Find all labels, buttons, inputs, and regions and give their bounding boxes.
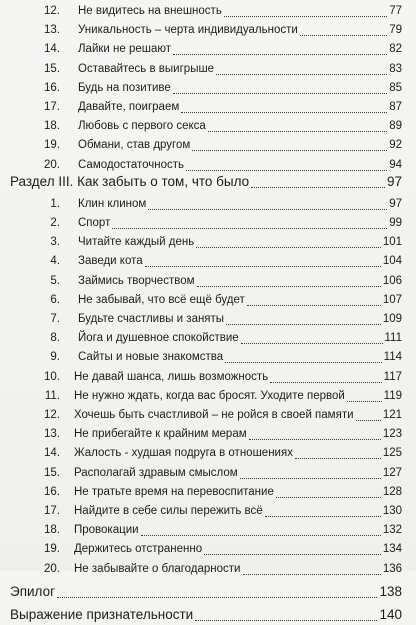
toc-entry (0, 540, 416, 558)
toc-entry-number: 5. (50, 274, 60, 287)
toc-entry (0, 60, 416, 78)
toc-page-number: 99 (389, 217, 402, 229)
toc-entry-title: Читайте каждый день (78, 236, 195, 249)
toc-page-number: 97 (386, 173, 402, 189)
toc-entry (0, 521, 416, 539)
toc-leader-dots (356, 419, 381, 421)
toc-entry-title: Располагай здравым смыслом (74, 466, 238, 479)
toc-entry (0, 136, 416, 154)
toc-entry-number: 1. (50, 197, 60, 210)
toc-entry-number: 10. (44, 370, 60, 383)
toc-entry (0, 174, 416, 192)
toc-entry-title: Заведи кота (78, 255, 143, 268)
toc-entry-title: Давайте, поиграем (78, 101, 180, 113)
toc-entry (0, 464, 416, 482)
toc-entry (0, 387, 416, 405)
toc-entry (0, 425, 416, 443)
toc-leader-dots (247, 304, 381, 306)
toc-entry-number: 18. (44, 524, 60, 537)
toc-entry-title: Сайты и новые знакомства (78, 351, 224, 364)
toc-page-number: 106 (382, 274, 402, 287)
toc-entry-title: Провокации (74, 524, 139, 537)
toc-leader-dots (249, 438, 381, 440)
toc-entry-title: Не забывай, что всё ещё будет (78, 293, 245, 306)
toc-entry (0, 98, 416, 116)
toc-leader-dots (240, 477, 381, 479)
toc-entry-number: 2. (50, 217, 60, 229)
toc-entry-title: Оставайтесь в выигрыше (78, 62, 215, 75)
toc-page-number: 123 (382, 428, 402, 441)
toc-leader-dots (251, 186, 385, 188)
toc-page-number: 82 (389, 43, 402, 56)
toc-entry (0, 2, 416, 20)
toc-entry-title: Раздел III. Как забыть о том, что было (10, 173, 250, 189)
toc-entry-number: 20. (44, 158, 60, 171)
toc-entry-title: Спорт (78, 217, 111, 229)
toc-entry (0, 21, 416, 39)
toc-page-number: 119 (383, 389, 402, 402)
toc-leader-dots (347, 400, 382, 402)
toc-entry-title: Жалость - худшая подруга в отношениях (74, 447, 293, 460)
toc-entry (0, 40, 416, 58)
toc-entry (0, 233, 416, 251)
toc-page-number: 132 (382, 524, 402, 537)
toc-page-number: 83 (389, 62, 402, 75)
toc-leader-dots (265, 515, 381, 517)
toc-page-number: 125 (382, 447, 402, 460)
toc-entry-title: Клин клином (78, 197, 147, 210)
toc-leader-dots (276, 496, 381, 498)
toc-entry (0, 584, 416, 602)
toc-leader-dots (243, 573, 381, 575)
toc-entry-number: 9. (50, 351, 60, 364)
toc-entry-title: Не видитесь на внешность (78, 5, 222, 17)
toc-entry-title: Не давай шанса, лишь возможность (74, 370, 269, 383)
toc-entry-title: Найдите в себе силы пережить всё (74, 505, 263, 517)
toc-leader-dots (300, 34, 387, 36)
toc-page-number: 107 (382, 293, 402, 306)
toc-entry (0, 195, 416, 213)
toc-leader-dots (148, 208, 387, 210)
toc-leader-dots (197, 285, 381, 287)
toc-leader-dots (112, 227, 387, 229)
toc-leader-dots (204, 553, 381, 555)
toc-entry-title: Будь на позитиве (78, 81, 171, 94)
toc-entry-number: 19. (44, 543, 60, 556)
toc-entry-number: 13. (44, 428, 60, 441)
toc-page-number: 101 (382, 236, 402, 249)
toc-entry-title: Не нужно ждать, когда вас бросят. Уходите первой (74, 389, 345, 402)
toc-entry-number: 19. (44, 139, 60, 152)
toc-page-number: 117 (383, 370, 402, 383)
toc-leader-dots (57, 596, 377, 598)
toc-leader-dots (173, 92, 387, 94)
toc-leader-dots (141, 534, 381, 536)
toc-entry-title: Самодостаточность (78, 158, 185, 171)
toc-page-number: 87 (389, 101, 402, 113)
toc-page-number: 121 (382, 409, 402, 421)
toc-leader-dots (295, 457, 381, 459)
toc-page-number: 114 (383, 351, 402, 364)
toc-entry-number: 20. (44, 562, 60, 575)
toc-page-number: 127 (382, 466, 402, 479)
toc-entry-title: Обмани, став другом (78, 139, 191, 152)
toc-leader-dots (145, 265, 381, 267)
toc-entry-number: 16. (44, 485, 60, 498)
toc-entry (0, 560, 416, 578)
toc-entry-title: Уникальность – черта индивидуальности (78, 24, 298, 37)
toc-leader-dots (186, 169, 387, 171)
toc-entry-number: 17. (44, 505, 60, 517)
toc-entry-title: Не забывайте о благодарности (74, 562, 241, 575)
toc-entry-number: 15. (44, 62, 60, 75)
toc-entry (0, 214, 416, 232)
toc-leader-dots (173, 53, 387, 55)
toc-entry (0, 272, 416, 290)
toc-leader-dots (225, 361, 382, 363)
toc-entry (0, 252, 416, 270)
toc-entry-number: 14. (44, 447, 60, 460)
toc-entry (0, 291, 416, 309)
toc-entry (0, 117, 416, 135)
toc-entry-number: 17. (44, 101, 60, 113)
toc-page-number: 111 (384, 332, 402, 345)
toc-entry-number: 7. (50, 313, 60, 325)
toc-page-number: 140 (379, 606, 402, 622)
toc-page-number: 136 (382, 562, 402, 575)
toc-leader-dots (181, 111, 387, 113)
toc-page-number: 89 (389, 120, 402, 133)
toc-entry (0, 444, 416, 462)
toc-entry-title: Выражение признательности (10, 606, 194, 622)
toc-entry (0, 348, 416, 366)
toc-entry-number: 8. (50, 332, 60, 345)
toc-entry-title: Эпилог (10, 583, 56, 599)
toc-page-number: 138 (379, 583, 402, 599)
toc-page-number: 77 (389, 5, 402, 17)
toc-page-number: 104 (382, 255, 402, 268)
toc-page-number: 85 (389, 81, 402, 94)
toc-leader-dots (196, 246, 381, 248)
toc-entry (0, 368, 416, 386)
toc-entry-title: Не прибегайте к крайним мерам (74, 428, 247, 441)
toc-page-number: 109 (382, 313, 402, 325)
toc-leader-dots (241, 342, 383, 344)
toc-entry (0, 406, 416, 424)
toc-leader-dots (216, 73, 387, 75)
toc-entry-title: Йога и душевное спокойствие (78, 332, 239, 345)
toc-entry-number: 3. (50, 236, 60, 249)
toc-entry-title: Хочешь быть счастливой – не ройся в своей памяти (74, 409, 354, 421)
toc-leader-dots (224, 15, 387, 17)
toc-entry-title: Займись творчеством (78, 274, 195, 287)
toc-entry (0, 310, 416, 328)
toc-leader-dots (208, 130, 387, 132)
toc-entry-number: 4. (50, 255, 60, 268)
toc-entry-number: 13. (44, 24, 60, 37)
toc-entry-number: 6. (50, 293, 60, 306)
toc-entry-number: 11. (44, 389, 60, 402)
toc-entry (0, 329, 416, 347)
toc-leader-dots (226, 323, 381, 325)
toc-entry-title: Будьте счастливы и заняты (78, 313, 225, 325)
toc-entry-number: 14. (44, 43, 60, 56)
toc-page-number: 134 (382, 543, 402, 556)
toc-page-number: 92 (389, 139, 402, 152)
toc-entry-number: 15. (44, 466, 60, 479)
toc-leader-dots (192, 149, 387, 151)
toc-page-number: 97 (389, 197, 402, 210)
toc-entry-number: 18. (44, 120, 60, 133)
toc-entry-number: 12. (44, 5, 60, 17)
toc-page-number: 79 (389, 24, 402, 37)
toc-entry-title: Не тратьте время на перевоспитание (74, 485, 274, 498)
toc-page-number: 94 (389, 158, 402, 171)
toc-entry-title: Лайки не решают (78, 43, 172, 56)
toc-leader-dots (195, 619, 377, 621)
toc-entry (0, 79, 416, 97)
toc-entry-number: 12. (44, 409, 60, 421)
toc-entry-number: 16. (44, 81, 60, 94)
toc-page-number: 130 (382, 505, 402, 517)
toc-page-number: 128 (382, 485, 402, 498)
toc-entry-title: Держитесь отстраненно (74, 543, 203, 556)
toc-entry (0, 156, 416, 174)
toc-leader-dots (270, 381, 382, 383)
toc-entry (0, 502, 416, 520)
toc-entry-title: Любовь с первого секса (78, 120, 206, 133)
toc-entry (0, 483, 416, 501)
toc-entry (0, 607, 416, 625)
